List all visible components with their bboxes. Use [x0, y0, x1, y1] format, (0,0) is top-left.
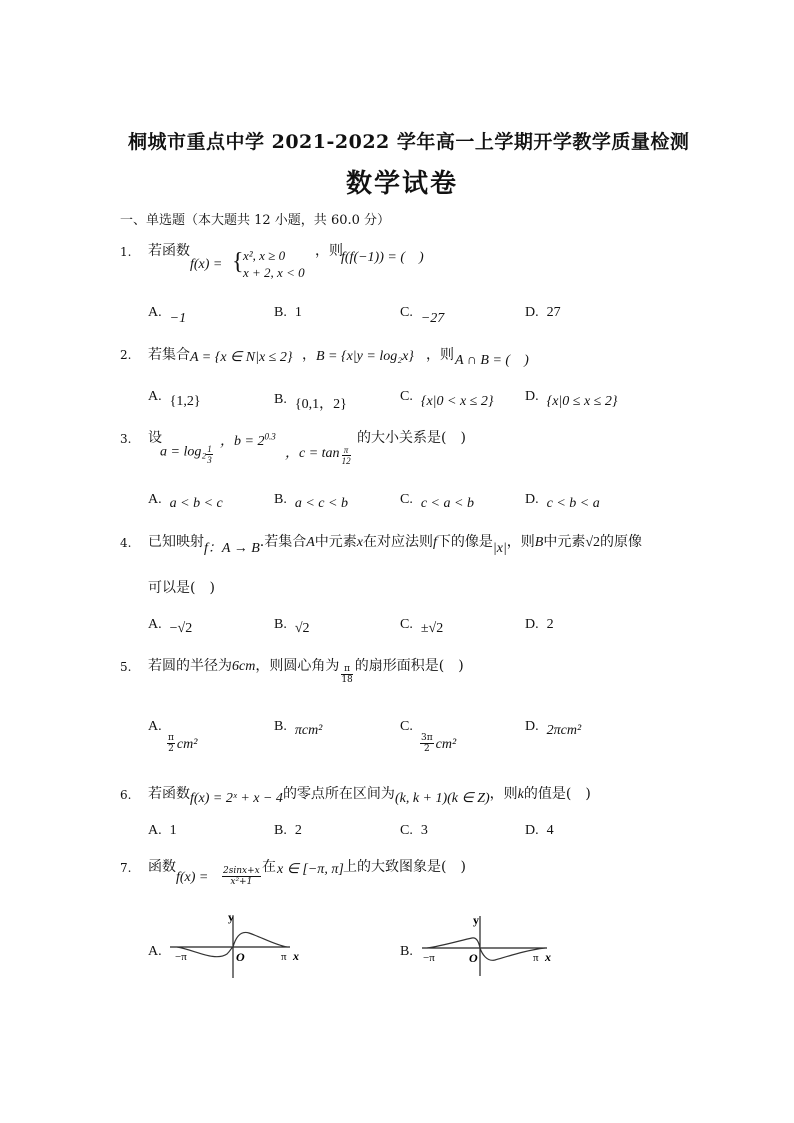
question-number: 6.	[120, 788, 132, 802]
question-line	[148, 531, 643, 556]
option-value: 2	[294, 823, 302, 838]
option-value: 1	[169, 823, 177, 838]
fraction-numerator: π	[342, 445, 351, 456]
fraction-numerator: π	[168, 733, 174, 743]
option-label: A.	[148, 823, 162, 838]
log-expression: a = log₂	[160, 444, 207, 460]
option-c[interactable]	[400, 491, 474, 511]
option-c[interactable]	[400, 718, 421, 735]
option-value: √2	[294, 621, 310, 636]
pi-label: π	[533, 952, 539, 964]
option-label: D.	[525, 823, 539, 838]
y-label: y	[228, 910, 234, 924]
x-label: x	[293, 949, 299, 963]
text-segment: 的值是( )	[523, 786, 591, 802]
option-value: {1,2}	[169, 394, 201, 409]
piecewise-case: x², x ≥ 0	[243, 248, 286, 263]
variable-c-expression	[285, 442, 351, 467]
option-value: 2	[546, 617, 554, 632]
text-segment: 中元素	[314, 534, 357, 550]
question-text: 若集合	[148, 347, 190, 363]
option-label: C.	[400, 305, 413, 320]
set-b-expression: B = {x|y = log₂x}	[316, 349, 414, 364]
tan-expression: ，c = tan	[285, 446, 340, 461]
text-segment: 已知映射	[148, 534, 204, 550]
function-expression: f(x) =	[190, 257, 223, 272]
text-segment: ，则	[506, 534, 535, 550]
exam-subtitle: 数学试卷	[346, 169, 459, 199]
power-exponent: 0.3	[264, 431, 276, 442]
option-b[interactable]	[274, 822, 302, 839]
graph-a	[165, 910, 310, 982]
function-expression: f(x) =	[176, 870, 209, 885]
fraction-denominator: x²+1	[230, 877, 253, 887]
option-value: −1	[169, 311, 187, 326]
option-c-value	[420, 733, 456, 754]
graph-b	[417, 910, 562, 982]
option-a[interactable]	[148, 822, 177, 839]
option-b[interactable]	[274, 718, 323, 738]
option-c[interactable]	[400, 822, 428, 839]
question-text: ，则	[426, 347, 454, 363]
question-number: 7.	[120, 861, 132, 875]
power-base: ，b = 2	[220, 434, 265, 449]
option-label: B.	[274, 492, 287, 507]
fraction-denominator: 2	[423, 744, 430, 754]
option-d[interactable]	[525, 718, 582, 738]
math-symbol: A	[306, 535, 315, 550]
question-number: 2.	[120, 348, 132, 362]
text-segment: .若集合	[259, 534, 307, 550]
exam-title: 桐城市重点中学 2021-2022 学年高一上学期开学教学质量检测	[128, 131, 690, 153]
option-c[interactable]	[400, 388, 494, 409]
pi-label: π	[281, 951, 287, 963]
option-label: D.	[525, 617, 539, 632]
option-label: D.	[525, 305, 539, 320]
origin-label: O	[469, 951, 478, 965]
option-label: A.	[148, 944, 162, 959]
text-segment: 若圆的半径为	[148, 658, 232, 674]
question-text: 函数	[148, 859, 176, 875]
text-segment: 若函数	[148, 786, 190, 802]
fraction	[206, 444, 213, 465]
question-number: 4.	[120, 536, 132, 550]
piecewise-case: x + 2, x < 0	[243, 265, 305, 280]
variable-b-expression	[220, 430, 276, 450]
option-d[interactable]	[525, 491, 600, 511]
option-d[interactable]	[525, 304, 561, 321]
option-label: B.	[274, 719, 287, 734]
question-text: 可以是( )	[148, 580, 215, 596]
option-label: B.	[274, 305, 287, 320]
option-d[interactable]	[525, 388, 618, 409]
set-a-expression: A = {x ∈ N|x ≤ 2}	[190, 350, 293, 365]
option-b[interactable]	[274, 304, 302, 321]
fraction-numerator: 3π	[421, 733, 433, 743]
question-number: 3.	[120, 432, 132, 446]
y-label: y	[473, 913, 479, 927]
option-value: −√2	[169, 621, 193, 636]
question-text: 上的大致图象是( )	[343, 859, 466, 875]
option-label: C.	[400, 617, 413, 632]
option-value: a < b < c	[169, 496, 223, 511]
fraction	[167, 733, 175, 754]
fraction-numerator: 1	[207, 444, 212, 454]
text-segment: ，则	[489, 786, 518, 802]
math-expression: √2	[585, 535, 601, 550]
fraction-numerator: 2sinx+x	[223, 866, 260, 876]
option-value: {x|0 < x ≤ 2}	[420, 394, 494, 409]
brace-symbol: {	[232, 249, 244, 275]
math-symbol: x	[356, 535, 363, 550]
question-expression: A ∩ B = ( )	[455, 353, 529, 368]
function-curve	[177, 932, 287, 956]
option-value: πcm²	[294, 723, 323, 738]
option-value: 3	[420, 823, 428, 838]
option-label: A.	[148, 389, 162, 404]
option-a[interactable]	[148, 388, 201, 409]
option-label: A.	[148, 305, 162, 320]
fraction	[222, 866, 261, 887]
fraction-denominator: 2	[168, 744, 174, 754]
text-segment: ，则圆心角为	[255, 658, 340, 674]
function-curve	[427, 938, 545, 960]
question-line	[148, 655, 464, 685]
neg-pi-label: −π	[423, 952, 435, 964]
question-text: 的大小关系是( )	[357, 430, 466, 446]
option-value: 1	[294, 305, 302, 320]
option-value: {x|0 ≤ x ≤ 2}	[546, 394, 618, 409]
question-text: 在	[262, 859, 276, 875]
neg-pi-label: −π	[175, 951, 187, 963]
text-segment: 下的像是	[436, 534, 493, 550]
option-value: ±√2	[420, 621, 444, 636]
option-a[interactable]	[148, 491, 223, 511]
radius-value: 6cm	[232, 659, 256, 674]
question-line	[148, 783, 591, 806]
option-value: 27	[546, 305, 561, 320]
fraction	[420, 733, 434, 754]
text-segment: 在对应法则	[362, 534, 433, 550]
option-value: c < b < a	[546, 496, 600, 511]
question-text: ，则	[315, 243, 343, 259]
text-segment: 的零点所在区间为	[282, 786, 395, 802]
option-value: cm²	[435, 737, 457, 752]
option-value: a < c < b	[294, 496, 348, 511]
variable-a-expression	[160, 442, 213, 463]
option-label: B.	[400, 944, 413, 959]
fraction	[342, 445, 351, 466]
option-b[interactable]	[274, 616, 310, 636]
option-label: B.	[274, 617, 287, 632]
option-value: {0,1，2}	[294, 397, 347, 412]
mapping-expression: f：A → B	[204, 541, 260, 556]
option-b[interactable]	[274, 388, 347, 412]
option-a-value	[167, 733, 197, 754]
option-label: A.	[148, 617, 162, 632]
question-number: 1.	[120, 245, 132, 259]
option-value: −27	[420, 311, 445, 326]
fraction-denominator: 3	[207, 455, 212, 465]
fraction	[222, 866, 261, 887]
fraction	[341, 664, 352, 685]
question-text: 若函数	[148, 243, 190, 259]
math-expression: |x|	[492, 541, 507, 556]
option-b[interactable]	[274, 491, 348, 511]
text-segment: 的原像	[600, 534, 643, 550]
math-symbol: B	[534, 535, 544, 550]
text-segment: 的扇形面积是( )	[354, 658, 464, 674]
interval-expression: (k, k + 1)(k ∈ Z)	[394, 791, 490, 806]
option-label: B.	[274, 392, 287, 407]
fraction-denominator: 18	[341, 674, 353, 685]
option-value: 4	[546, 823, 554, 838]
option-label: C.	[400, 389, 413, 404]
text-segment: 中元素	[543, 534, 586, 550]
question-expression: f(f(−1)) = ( )	[341, 250, 424, 265]
option-label: A.	[148, 492, 162, 507]
option-a[interactable]	[148, 616, 193, 636]
option-label: D.	[525, 389, 539, 404]
fraction-denominator: 12	[341, 456, 351, 467]
math-symbol: k	[517, 787, 524, 802]
domain-expression: x ∈ [−π, π]	[277, 862, 344, 877]
origin-label: O	[236, 950, 245, 964]
question-number: 5.	[120, 660, 132, 674]
function-expression: f(x) = 2ˣ + x − 4	[190, 791, 283, 806]
option-c[interactable]	[400, 304, 445, 326]
option-value: cm²	[176, 737, 198, 752]
option-label: A.	[148, 719, 162, 734]
x-label: x	[545, 950, 551, 964]
question-text: 设	[148, 430, 162, 446]
option-d[interactable]	[525, 616, 554, 633]
option-value: c < a < b	[420, 496, 474, 511]
option-label: C.	[400, 492, 413, 507]
math-symbol: f	[432, 535, 437, 550]
option-label: C.	[400, 719, 413, 734]
option-d[interactable]	[525, 822, 554, 839]
option-label: D.	[525, 492, 539, 507]
option-label: B.	[274, 823, 287, 838]
option-a[interactable]	[148, 304, 187, 326]
option-c[interactable]	[400, 616, 444, 636]
option-value: 2πcm²	[546, 723, 582, 738]
option-label: D.	[525, 719, 539, 734]
question-text: ，	[302, 347, 316, 363]
section-heading: 一、单选题（本大题共 12 小题，共 60.0 分）	[120, 213, 391, 228]
option-label: C.	[400, 823, 413, 838]
fraction-numerator: π	[341, 664, 352, 675]
